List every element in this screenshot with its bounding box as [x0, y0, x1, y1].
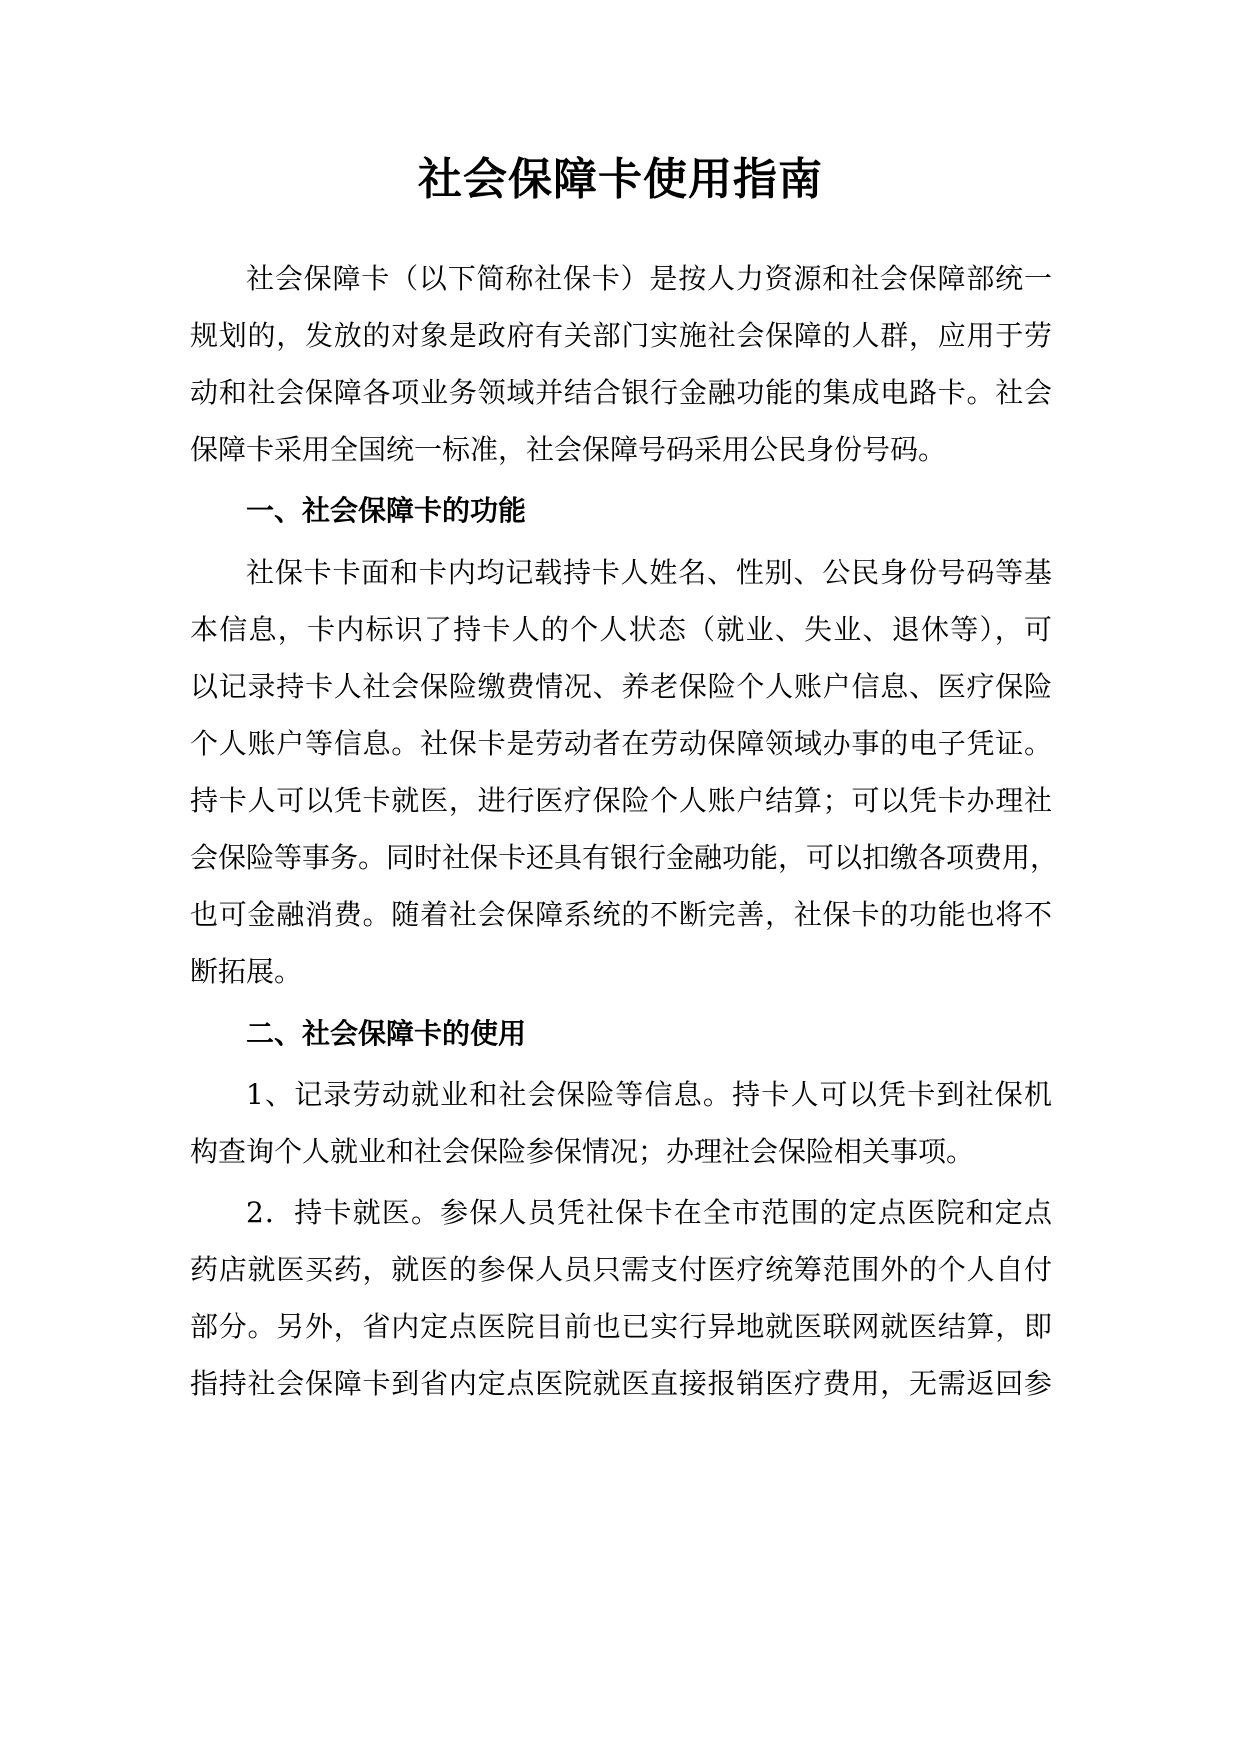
section1-line-7: 也可金融消费。随着社会保障系统的不断完善，社保卡的功能也将不	[190, 898, 1052, 931]
document-title: 社会保障卡使用指南	[418, 154, 823, 205]
section2-item1-line-2: 构查询个人就业和社会保险参保情况；办理社会保险相关事项。	[190, 1135, 975, 1168]
section1-line-2: 本信息，卡内标识了持卡人的个人状态（就业、失业、退休等），可	[190, 613, 1052, 646]
intro-line-2: 规划的，发放的对象是政府有关部门实施社会保障的人群，应用于劳	[190, 319, 1052, 352]
section2-item2-line-3: 部分。另外，省内定点医院目前也已实行异地就医联网就医结算，即	[190, 1310, 1052, 1343]
section1-line-5: 持卡人可以凭卡就医，进行医疗保险个人账户结算；可以凭卡办理社	[190, 784, 1052, 817]
section1-line-4: 个人账户等信息。社保卡是劳动者在劳动保障领域办事的电子凭证。	[190, 727, 1052, 760]
section2-item2-line-1: 2．持卡就医。参保人员凭社保卡在全市范围的定点医院和定点	[246, 1196, 1052, 1229]
intro-line-4: 保障卡采用全国统一标准，社会保障号码采用公民身份号码。	[190, 433, 947, 466]
section1-heading: 一、社会保障卡的功能	[246, 494, 527, 527]
section2-item2-line-4: 指持社会保障卡到省内定点医院就医直接报销医疗费用，无需返回参	[190, 1367, 1052, 1400]
intro-line-3: 动和社会保障各项业务领域并结合银行金融功能的集成电路卡。社会	[190, 376, 1052, 409]
intro-line-1: 社会保障卡（以下简称社保卡）是按人力资源和社会保障部统一	[246, 262, 1052, 295]
section1-line-6: 会保险等事务。同时社保卡还具有银行金融功能，可以扣缴各项费用，	[190, 841, 1059, 874]
section1-line-3: 以记录持卡人社会保险缴费情况、养老保险个人账户信息、医疗保险	[190, 670, 1052, 703]
section2-heading: 二、社会保障卡的使用	[246, 1017, 527, 1050]
section2-item2-line-2: 药店就医买药，就医的参保人员只需支付医疗统筹范围外的个人自付	[190, 1253, 1052, 1286]
section1-line-1: 社保卡卡面和卡内均记载持卡人姓名、性别、公民身份号码等基	[246, 556, 1052, 589]
section2-item1-line-1: 1、记录劳动就业和社会保险等信息。持卡人可以凭卡到社保机	[246, 1078, 1052, 1111]
section1-line-8: 断拓展。	[190, 955, 303, 988]
